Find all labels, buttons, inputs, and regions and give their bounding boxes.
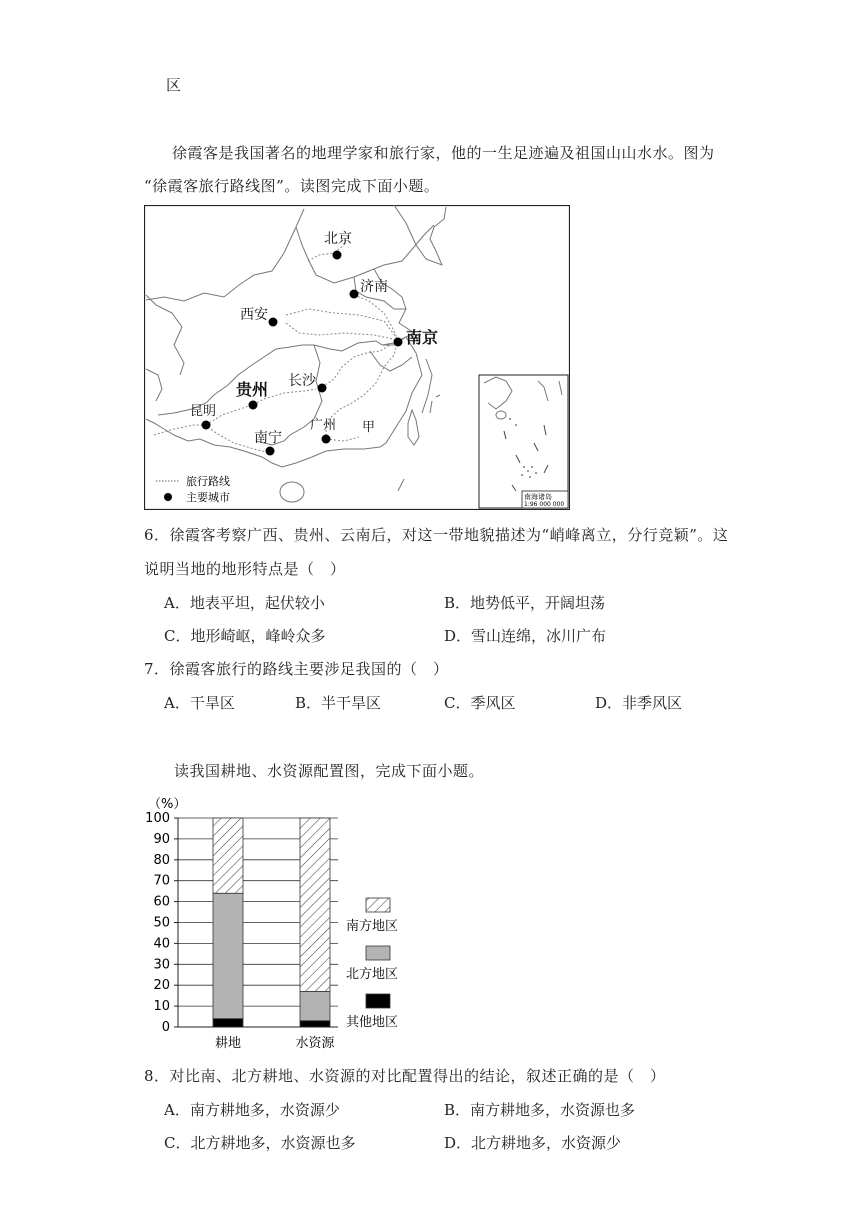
city-dot-changsha — [318, 384, 327, 393]
farmland-water-chart — [138, 792, 418, 1054]
y-tick-label-10: 10 — [153, 999, 170, 1015]
bar-1-series-0 — [300, 1021, 330, 1027]
intro-paragraph-line2: “徐霞客旅行路线图”。读图完成下面小题。 — [144, 177, 440, 195]
legend-label-0: 其他地区 — [346, 1015, 399, 1030]
legend-city-swatch — [164, 493, 172, 501]
city-label-nanning: 南宁 — [254, 430, 282, 446]
intro2-paragraph: 读我国耕地、水资源配置图，完成下面小题。 — [174, 762, 485, 780]
q8-option-a[interactable]: A．南方耕地多，水资源少 — [164, 1101, 340, 1119]
y-tick-label-0: 0 — [161, 1020, 170, 1035]
q7-option-a[interactable]: A．干旱区 — [164, 694, 235, 712]
legend-swatch-2 — [366, 898, 390, 912]
y-tick-label-40: 40 — [153, 936, 170, 952]
location-label-jia: 甲 — [362, 420, 376, 435]
y-axis-ticks — [145, 811, 178, 1035]
q7-option-b[interactable]: B．半干旱区 — [295, 694, 382, 712]
q7-option-d[interactable]: D．非季风区 — [595, 694, 683, 712]
bar-1-series-2 — [300, 818, 330, 991]
city-dot-xian — [269, 318, 278, 327]
x-axis-labels — [215, 1035, 336, 1051]
city-dot-beijing — [333, 251, 342, 260]
q6-option-b[interactable]: B．地势低平，开阔坦荡 — [444, 594, 606, 612]
y-axis-unit-label: （%） — [148, 797, 187, 812]
city-label-guangzhou: 广州 — [310, 418, 337, 433]
x-tick-label-0: 耕地 — [214, 1036, 242, 1051]
city-dot-kunming — [202, 421, 211, 430]
legend-swatch-0 — [366, 994, 390, 1008]
y-tick-label-60: 60 — [153, 894, 170, 910]
city-dot-nanning — [266, 447, 275, 456]
city-label-changsha: 长沙 — [288, 373, 316, 389]
q6-option-a[interactable]: A．地表平坦，起伏较小 — [164, 594, 325, 612]
q6-option-d[interactable]: D．雪山连绵，冰川广布 — [444, 627, 607, 645]
q8-stem: 8．对比南、北方耕地、水资源的对比配置得出的结论，叙述正确的是（ ） — [144, 1067, 666, 1085]
legend-label-1: 北方地区 — [346, 967, 399, 982]
q8-option-b[interactable]: B．南方耕地多，水资源也多 — [444, 1101, 636, 1119]
q7-option-c[interactable]: C．季风区 — [444, 694, 516, 712]
q6-stem-line1: 6．徐霞客考察广西、贵州、云南后，对这一带地貌描述为“峭峰离立，分行竞颖”。这 — [144, 526, 729, 544]
y-tick-label-50: 50 — [153, 915, 170, 931]
inset-scale: 1:96 000 000 — [524, 501, 565, 508]
city-dot-guizhou — [249, 401, 258, 410]
city-dot-nanjing — [394, 338, 403, 347]
city-label-jinan: 济南 — [360, 279, 388, 295]
bar-0-series-1 — [213, 893, 243, 1018]
q7-stem: 7．徐霞客旅行的路线主要涉足我国的（ ） — [144, 660, 449, 678]
city-label-nanjing: 南京 — [406, 328, 439, 347]
city-label-guizhou: 贵州 — [236, 380, 269, 399]
legend-route-label: 旅行路线 — [186, 475, 230, 488]
intro-paragraph-line1: 徐霞客是我国著名的地理学家和旅行家，他的一生足迹遍及祖国山山水水。图为 — [172, 144, 715, 162]
q6-option-c[interactable]: C．地形崎岖，峰岭众多 — [164, 627, 326, 645]
q8-option-d[interactable]: D．北方耕地多，水资源少 — [444, 1134, 622, 1152]
city-dot-guangzhou — [322, 435, 331, 444]
city-label-kunming: 昆明 — [190, 404, 217, 419]
city-label-xian: 西安 — [240, 307, 268, 323]
y-tick-label-30: 30 — [153, 957, 170, 973]
y-tick-label-80: 80 — [153, 852, 170, 868]
inset-title: 南海诸岛 — [524, 493, 552, 501]
y-tick-label-70: 70 — [153, 873, 170, 889]
y-tick-label-100: 100 — [145, 811, 170, 826]
q6-stem-line2: 说明当地的地形特点是（ ） — [144, 560, 346, 578]
bar-0-series-0 — [213, 1019, 243, 1027]
south-china-sea-inset — [479, 375, 568, 508]
x-tick-label-1: 水资源 — [295, 1036, 335, 1051]
bar-1-series-1 — [300, 991, 330, 1020]
travel-route-map — [144, 205, 570, 510]
city-dot-jinan — [350, 290, 359, 299]
q8-option-c[interactable]: C．北方耕地多，水资源也多 — [164, 1134, 356, 1152]
bar-0-series-2 — [213, 818, 243, 893]
legend-swatch-1 — [366, 946, 390, 960]
city-label-beijing: 北京 — [324, 231, 352, 247]
chart-legend — [346, 898, 398, 1030]
legend-label-2: 南方地区 — [346, 919, 399, 934]
previous-text-tail: 区 — [166, 76, 182, 94]
legend-city-label: 主要城市 — [186, 491, 230, 504]
y-tick-label-20: 20 — [153, 978, 170, 994]
y-tick-label-90: 90 — [153, 831, 170, 847]
